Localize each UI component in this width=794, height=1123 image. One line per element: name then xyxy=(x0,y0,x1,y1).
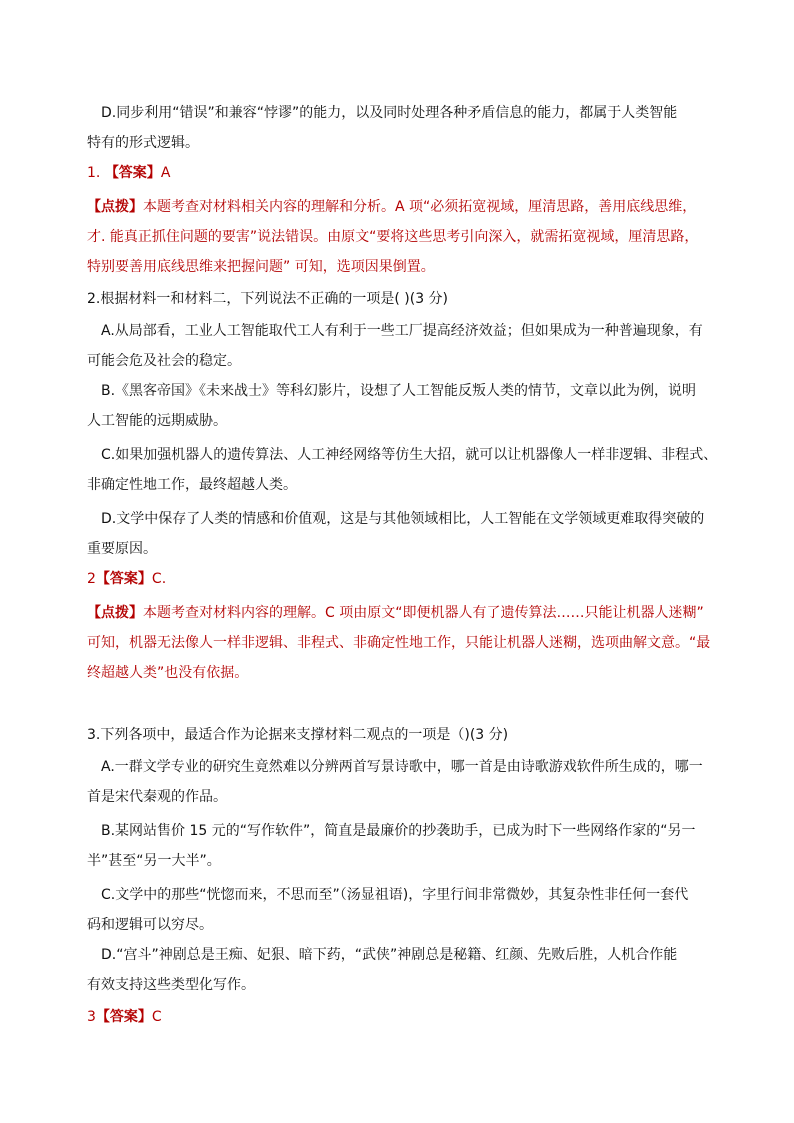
answer-value: C. xyxy=(151,571,167,587)
text-line: D.同步利用“错误”和兼容“悖谬”的能力，以及同时处理各种矛盾信息的能力，都属于人类智能 xyxy=(101,105,678,121)
q2-option-b xyxy=(87,376,731,436)
text-line: D.文学中保存了人类的情感和价值观，这是与其他领域相比，人工智能在文学领域更难取得突破的 xyxy=(101,511,705,527)
text-line: 本题考查对材料相关内容的理解和分析。A 项“必须拓宽视域，厘清思路，善用底线思维， xyxy=(143,199,697,215)
q1-tip xyxy=(87,192,717,282)
q2-stem xyxy=(87,284,717,314)
text-line: 才. 能真正抓住问题的要害”说法错误。由原文“要将这些思考引向深入，就需拓宽视域，厘清思路， xyxy=(87,229,699,245)
answer-value: A xyxy=(160,165,171,181)
q2-answer xyxy=(87,564,717,594)
text-line: 终超越人类”也没有依据。 xyxy=(87,665,249,681)
text-line: 非确定性地工作，最终超越人类。 xyxy=(87,477,297,493)
text-line: 本题考查对材料内容的理解。C 项由原文“即便机器人有了遗传算法……只能让机器人迷糊” xyxy=(143,605,704,621)
answer-value: C xyxy=(151,1009,162,1025)
q3-option-d xyxy=(87,940,731,1000)
answer-number: 3 xyxy=(87,1009,96,1025)
text-line: B.某网站售价 15 元的“写作软件”，简直是最廉价的抄袭助手，已成为时下一些网络作家的“另一 xyxy=(101,823,696,839)
text-line: 人工智能的远期威胁。 xyxy=(87,413,227,429)
text-line: 可能会危及社会的稳定。 xyxy=(87,353,241,369)
q1-answer xyxy=(87,158,717,188)
text-line: C.文学中的那些“恍惚而来，不思而至”（汤显祖语)，字里行间非常微妙，其复杂性非任何一套代 xyxy=(101,887,689,903)
q2-option-d xyxy=(87,504,731,564)
text-line: A.从局部看，工业人工智能取代工人有利于一些工厂提高经济效益；但如果成为一种普遍现象，有 xyxy=(101,323,703,339)
answer-tag: 【答案】 xyxy=(104,165,161,181)
q2-tip xyxy=(87,598,717,688)
question-stem: 2.根据材料一和材料二，下列说法不正确的一项是( )(3 分) xyxy=(87,291,449,307)
tip-tag: 【点拨】 xyxy=(87,199,143,215)
q3-stem xyxy=(87,720,717,750)
q2-option-a xyxy=(87,316,731,376)
answer-number: 1. xyxy=(87,165,101,181)
q3-answer xyxy=(87,1002,717,1032)
q3-option-b xyxy=(87,816,731,876)
q3-option-c xyxy=(87,880,731,940)
text-line: 有效支持这些类型化写作。 xyxy=(87,977,255,993)
text-line: 首是宋代秦观的作品。 xyxy=(87,789,227,805)
q2-option-c xyxy=(87,440,731,500)
text-line: C.如果加强机器人的遗传算法、人工神经网络等仿生大招，就可以让机器像人一样非逻辑、非程式、 xyxy=(101,447,718,463)
answer-tag: 【答案】 xyxy=(95,1009,152,1025)
text-line: D.“宫斗”神剧总是王痴、妃狠、暗下药，“武侠”神剧总是秘籍、红颜、先败后胜，人机合作能 xyxy=(101,947,678,963)
text-line: 特有的形式逻辑。 xyxy=(87,135,199,151)
q3-option-a xyxy=(87,752,731,812)
text-line: 码和逻辑可以穷尽。 xyxy=(87,917,213,933)
answer-number: 2 xyxy=(87,571,96,587)
text-line: B.《黑客帝国》《未来战士》等科幻影片，设想了人工智能反叛人类的情节，文章以此为例，说明 xyxy=(101,383,697,399)
text-line: A.一群文学专业的研究生竟然难以分辨两首写景诗歌中，哪一首是由诗歌游戏软件所生成的，哪一 xyxy=(101,759,703,775)
question-stem: 3.下列各项中，最适合作为论据来支撑材料二观点的一项是（)(3 分) xyxy=(87,727,509,743)
prev-option-d xyxy=(87,98,731,158)
text-line: 半”甚至“另一大半”。 xyxy=(87,853,221,869)
answer-tag: 【答案】 xyxy=(95,571,152,587)
text-line: 可知，机器无法像人一样非逻辑、非程式、非确定性地工作，只能让机器人迷糊，选项曲解文意。“最 xyxy=(87,635,711,651)
text-line: 特别要善用底线思维来把握问题” 可知，选项因果倒置。 xyxy=(87,259,435,275)
text-line: 重要原因。 xyxy=(87,541,157,557)
tip-tag: 【点拨】 xyxy=(87,605,143,621)
